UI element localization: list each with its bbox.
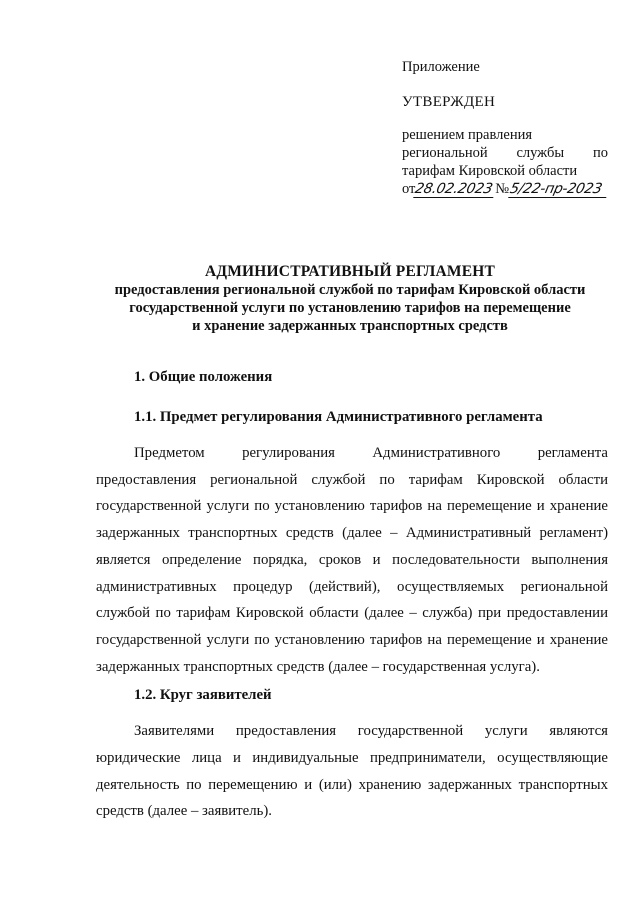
approval-block [402,58,608,198]
document-title [90,262,610,335]
section-1-1-paragraph: Предметом регулирования Административного регламента предоставления региональной службой по тарифам Кировской области государственной услуги по установлению тарифов на перемещение и хранение задержанных транспортных средств (далее – Административный регламент) является определение порядка, сроков и последовательности выполнения административных процедур (действий), осуществляемых региональной службой по тарифам Кировской области (далее – служба) при предоставлении государственной услуги по установлению тарифов на перемещение и хранение задержанных транспортных средств (далее – государственная услуга). [96,445,608,675]
date-prefix: от [402,181,416,197]
title-sub-line-1: предоставления региональной службой по тарифам Кировской области [114,282,586,298]
decision-line-2 [402,144,608,162]
section-1-2-heading: 1.2. Круг заявителей [134,687,272,704]
decision-reference-line [402,180,608,198]
section-1-1-heading: 1.1. Предмет регулирования Административного регламента [134,409,543,425]
title-sub-line-3: и хранение задержанных транспортных средств [192,318,508,334]
decision-word-2: службы [516,145,565,161]
decision-text [402,126,608,198]
decision-line-1: решением правления [402,127,533,143]
appendix-label: Приложение [402,59,480,75]
document-body [96,368,608,825]
title-main: АДМИНИСТРАТИВНЫЙ РЕГЛАМЕНТ [204,263,496,280]
title-sub-line-2: государственной услуги по установлению тарифов на перемещение [129,300,571,316]
decision-word-1: региональной [402,145,488,161]
decision-line-3: тарифам Кировской области [402,163,578,179]
decision-word-3: по [592,145,608,161]
section-1-heading: 1. Общие положения [134,369,273,385]
approved-stamp-text: УТВЕРЖДЕН [402,94,496,110]
section-1-2-paragraph: Заявителями предоставления государственной услуги являются юридические лица и индивидуальные предприниматели, осуществляющие деятельность по перемещению и (или) хранению задержанных транспортных средств (далее – заявитель). [96,723,608,820]
handwritten-date: 28.02.2023 [414,181,498,198]
number-prefix: № [495,181,510,197]
handwritten-number: 5/22-пр-2023 [508,181,609,198]
